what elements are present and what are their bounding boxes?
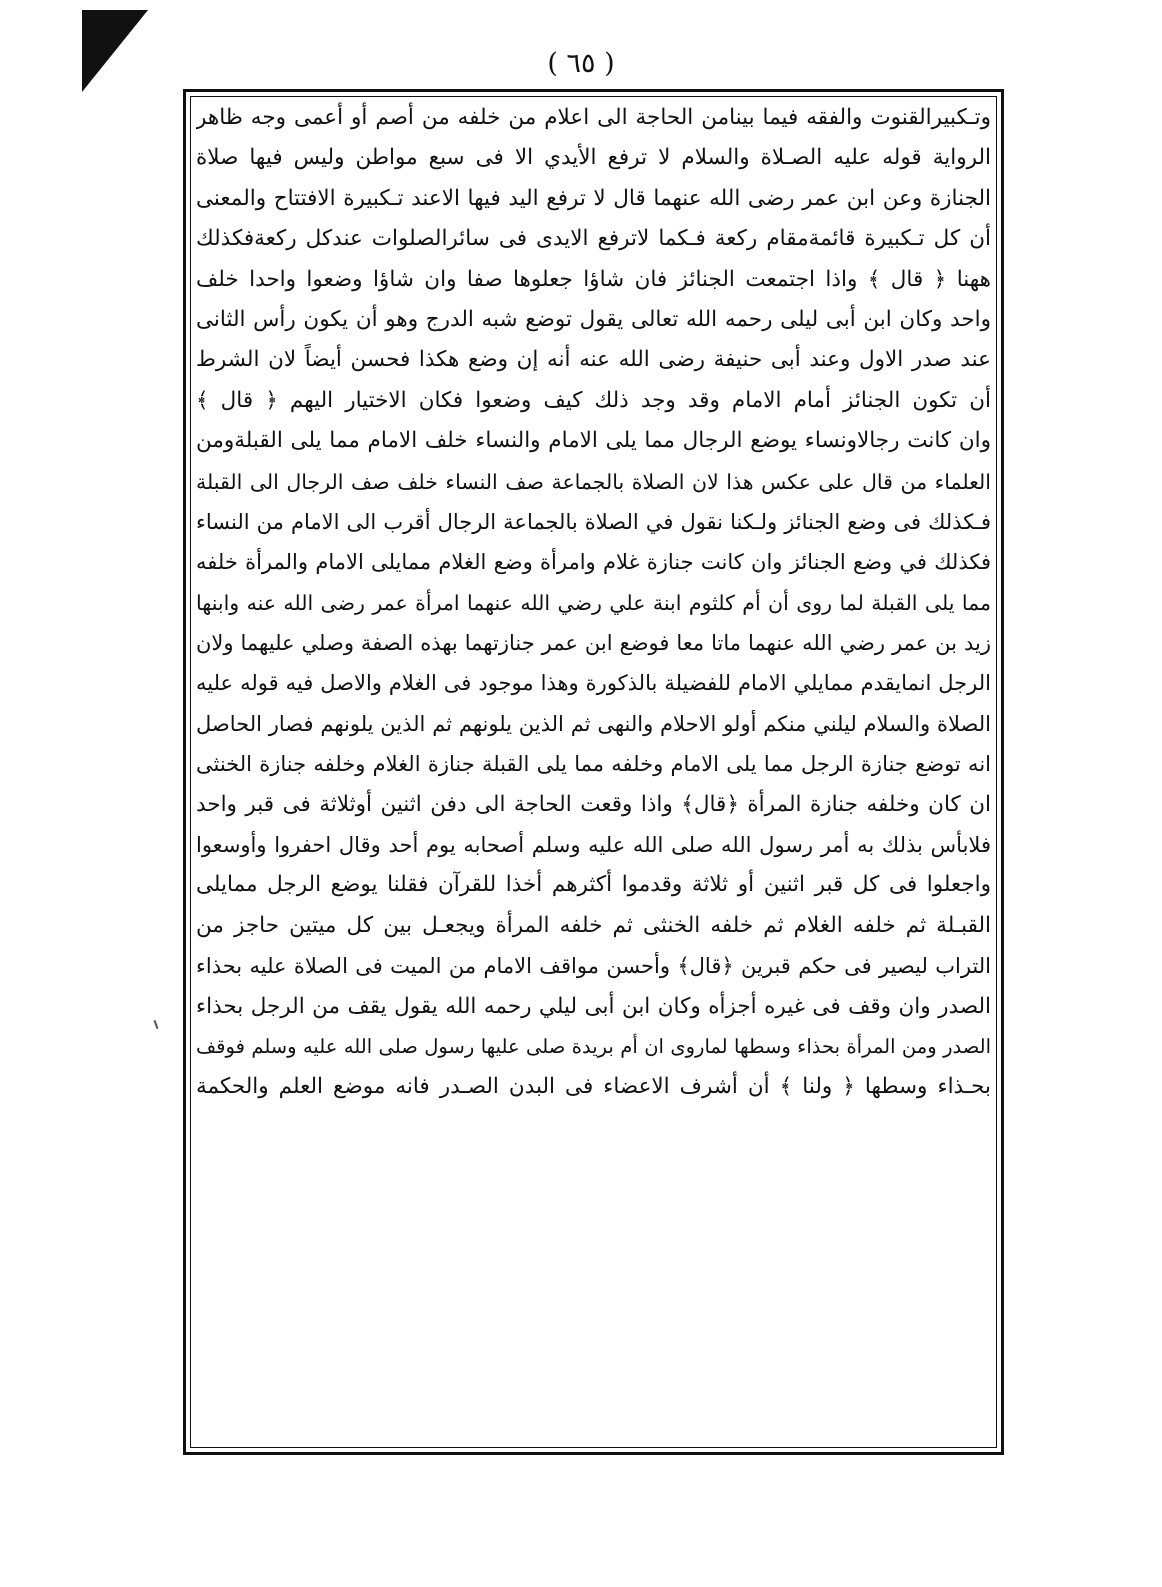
- text-line: أن كل تـكبيرة قائمةمقام ركعة فـكما لاترفع الايدى فى سائرالصلوات عندكل ركعةفكذلك: [196, 226, 991, 252]
- stray-ink-mark: [154, 1020, 159, 1029]
- text-line: ههنا ﴿ قال ﴾ واذا اجتمعت الجنائز فان شاؤا جعلوها صفا وان شاؤا وضعوا واحدا خلف: [196, 266, 991, 292]
- text-line: الصدر ومن المرأة بحذاء وسطها لماروى ان أم بريدة صلى عليها رسول صلى الله عليه وسلم فوقف: [196, 1034, 991, 1058]
- text-line: مما يلى القبلة لما روى أن أم كلثوم ابنة علي رضي الله عنهما امرأة عمر رضى الله عنه وابنها: [196, 590, 991, 615]
- text-line: فـكذلك فى وضع الجنائز ولـكنا نقول في الصلاة بالجماعة الرجال أقرب الى الامام من النساء: [196, 509, 991, 534]
- text-line: واجعلوا فى كل قبر اثنين أو ثلاثة وقدموا أكثرهم أخذا للقرآن فقلنا يوضع الرجل ممايلى: [196, 872, 991, 898]
- text-line: انه توضع جنازة الرجل مما يلى الامام وخلفه مما يلى القبلة جنازة الغلام وخلفه جنازة الخنثى: [196, 752, 991, 777]
- text-line: الصدر وان وقف فى غيره أجزأه وكان ابن أبى ليلي رحمه الله يقول يقف من الرجل بحذاء: [196, 993, 991, 1019]
- text-line: عند صدر الاول وعند أبى حنيفة رضى الله عنه أنه إن وضع هكذا فحسن أيضاً لان الشرط: [196, 347, 991, 373]
- page-number: ( ٦٥ ): [547, 48, 615, 79]
- text-line: بحـذاء وسطها ﴿ ولنا ﴾ أن أشرف الاعضاء فى البدن الصـدر فانه موضع العلم والحكمة: [196, 1074, 991, 1100]
- text-line: واحد وكان ابن أبى ليلى رحمه الله تعالى يقول توضع شبه الدرج وهو أن يكون رأس الثانى: [196, 306, 991, 332]
- text-line: القبـلة ثم خلفه الغلام ثم خلفه الخنثى ثم خلفه المرأة ويجعـل بين كل ميتين حاجز من: [196, 912, 991, 938]
- text-line: الرجل انمايقدم ممايلي الامام للفضيلة بالذكورة وهذا موجود فى الغلام والاصل فيه قوله عليه: [196, 671, 991, 696]
- text-line: زيد بن عمر رضي الله عنهما ماتا معا فوضع ابن عمر جنازتهما بهذه الصفة وصلي عليهما ولان: [196, 631, 991, 656]
- text-line: فكذلك في وضع الجنائز وان كانت جنازة غلام وامرأة وضع الغلام ممايلى الامام والمرأة خلفه: [196, 550, 991, 575]
- main-text: [196, 98, 991, 1108]
- text-line: العلماء من قال على عكس هذا لان الصلاة بالجماعة صف النساء خلف صف الرجال الى القبلة: [196, 469, 991, 494]
- text-line: فلابأس بذلك به أمر رسول الله صلى الله عليه وسلم أصحابه يوم أحد وقال احفروا وأوسعوا: [196, 833, 991, 858]
- text-line: ان كان وخلفه جنازة المرأة ﴿قال﴾ واذا وقعت الحاجة الى دفن اثنين أوثلاثة فى قبر واحد: [196, 791, 991, 817]
- text-line: أن تكون الجنائز أمام الامام وقد وجد ذلك كيف وضعوا فكان الاختيار اليهم ﴿ قال ﴾: [196, 387, 991, 413]
- text-line: وتـكبيرالقنوت والفقه فيما بينامن الحاجة الى اعلام من خلفه من أصم أو أعمى وجه ظاهر: [196, 105, 991, 130]
- text-line: الرواية قوله عليه الصـلاة والسلام لا ترفع الأيدي الا فى سبع مواطن وليس فيها صلاة: [196, 145, 991, 171]
- text-line: وان كانت رجالاونساء يوضع الرجال مما يلى الامام والنساء خلف الامام مما يلى القبلةومن: [196, 428, 991, 454]
- text-line: الصلاة والسلام ليلني منكم أولو الاحلام والنهى ثم الذين يلونهم ثم الذين يلونهم فصار الحاصل: [196, 711, 991, 736]
- text-line: الجنازة وعن ابن عمر رضى الله عنهما قال لا ترفع اليد فيها الاعند تـكبيرة الافتتاح والمعنى: [196, 185, 991, 211]
- text-line: التراب ليصير فى حكم قبرين ﴿قال﴾ وأحسن مواقف الامام من الميت فى الصلاة عليه بحذاء: [196, 954, 991, 979]
